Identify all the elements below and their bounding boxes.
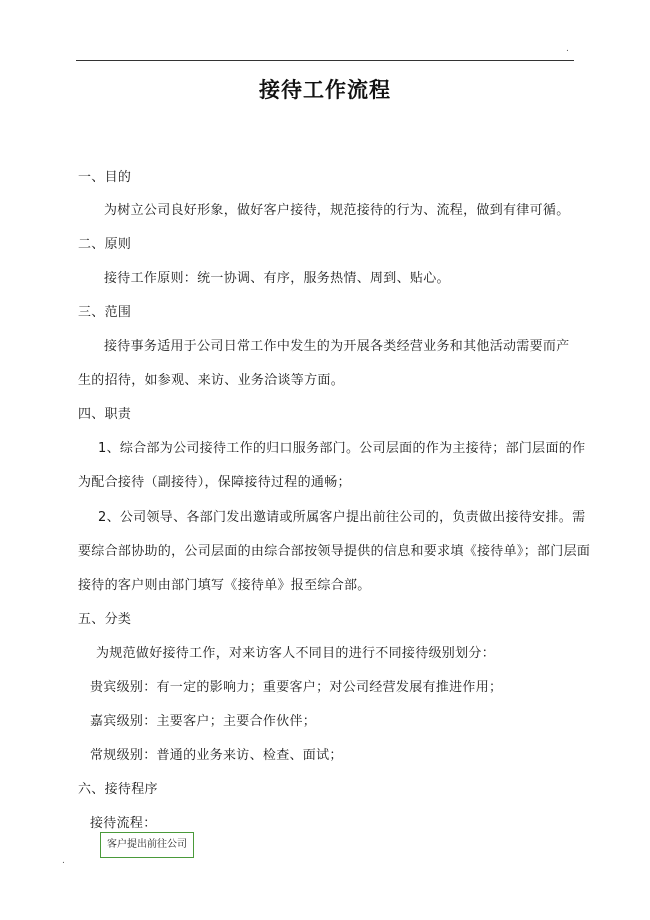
section-heading-procedure: 六、接待程序 — [78, 782, 158, 797]
header-rule — [76, 60, 574, 61]
duties-item2-line3: 接待的客户则由部门填写《接待单》报至综合部。 — [78, 578, 371, 593]
duties-item2-line2: 要综合部协助的，公司层面的由综合部按领导提供的信息和要求填《接待单》；部门层面 — [78, 544, 591, 559]
classification-level-guest: 嘉宾级别：主要客户；主要合作伙伴； — [90, 714, 317, 729]
principle-text: 接待工作原则：统一协调、有序，服务热情、周到、贴心。 — [104, 271, 450, 286]
section-heading-principle: 二、原则 — [78, 237, 132, 252]
classification-intro: 为规范做好接待工作，对来访客人不同目的进行不同接待级别划分： — [96, 646, 496, 661]
flow-label: 接待流程： — [90, 816, 157, 831]
duties-item2-line1: 2、公司领导、各部门发出邀请或所属客户提出前往公司的，负责做出接待安排。需 — [98, 510, 586, 525]
header-corner-mark: . — [566, 44, 569, 54]
flowchart-step-box: 客户提出前往公司 — [100, 832, 194, 858]
section-heading-scope: 三、范围 — [78, 305, 132, 320]
section-heading-duties: 四、职责 — [78, 407, 132, 422]
scope-text-line1: 接待事务适用于公司日常工作中发生的为开展各类经营业务和其他活动需要而产 — [104, 339, 570, 354]
footer-corner-mark: . — [62, 856, 65, 866]
duties-item1-line1: 1、综合部为公司接待工作的归口服务部门。公司层面的作为主接待；部门层面的作 — [98, 441, 586, 456]
scope-text-line2: 生的招待，如参观、来访、业务洽谈等方面。 — [78, 373, 345, 388]
section-heading-purpose: 一、目的 — [78, 170, 132, 185]
classification-level-regular: 常规级别：普通的业务来访、检查、面试； — [90, 748, 343, 763]
section-heading-classification: 五、分类 — [78, 612, 132, 627]
classification-level-vip: 贵宾级别：有一定的影响力；重要客户；对公司经营发展有推进作用； — [90, 680, 503, 695]
page-title: 接待工作流程 — [259, 78, 391, 102]
purpose-text: 为树立公司良好形象，做好客户接待，规范接待的行为、流程，做到有律可循。 — [104, 203, 570, 218]
duties-item1-line2: 为配合接待（副接待），保障接待过程的通畅； — [78, 475, 351, 490]
